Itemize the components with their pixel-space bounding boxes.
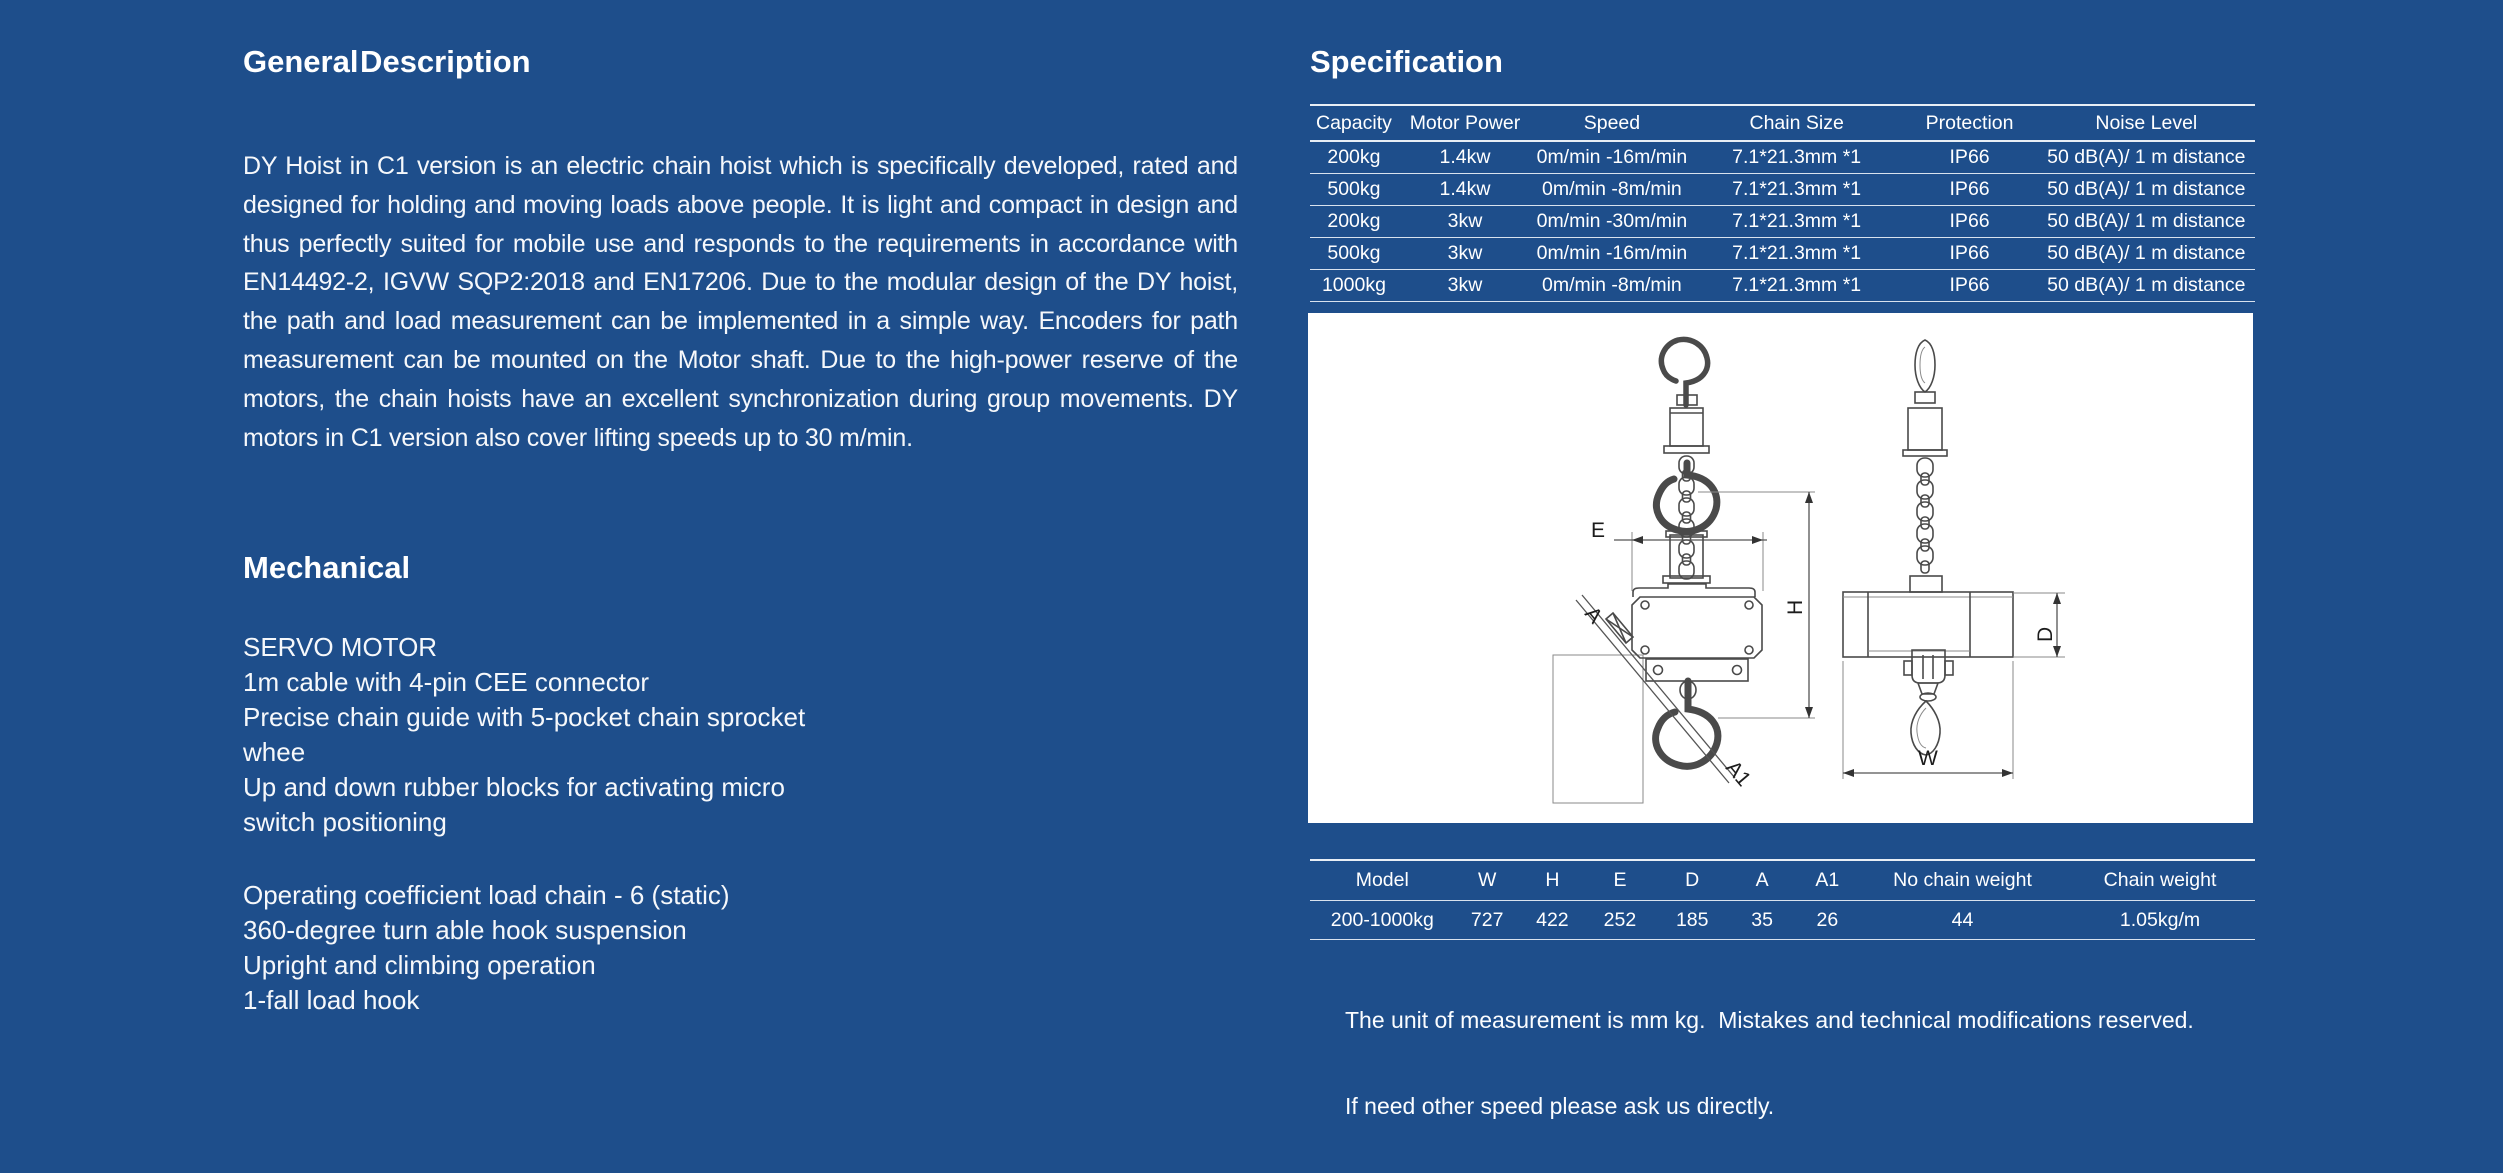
column-header: D <box>1655 860 1730 901</box>
list-item: Operating coefficient load chain - 6 (static) <box>243 880 730 910</box>
general-description-paragraph: DY Hoist in C1 version is an electric chain hoist which is specifically developed, rated and designed for holding and moving loads above people. It is light and compact in design and thus perfectly suited for mobile use and responds to the requirements in accordance with EN14492-2, IGVW SQP2:2018 and EN17206. Due to the modular design of the DY hoist, the path and load measurement can be implemented in a simple way. Encoders for path measurement can be mounted on the Motor shaft. Due to the high-power reserve of the motors, the chain hoists have an excellent synchronization during group movements. DY motors in C1 version also cover lifting speeds up to 30 m/min. <box>243 152 1238 452</box>
column-header: Speed <box>1532 105 1692 141</box>
column-header: Protection <box>1902 105 2038 141</box>
dim-label-d: D <box>2034 626 2057 642</box>
front-view <box>1553 339 1815 803</box>
specification-heading: Specification <box>1310 44 1503 79</box>
drawing-panel <box>1308 313 2253 823</box>
hoist-body <box>1632 597 1762 658</box>
footnote-line: If need other speed please ask us directly. <box>1345 1092 1775 1119</box>
column-header: H <box>1520 860 1585 901</box>
column-header: Noise Level <box>2038 105 2255 141</box>
list-item: Precise chain guide with 5-pocket chain sprocket <box>243 702 806 732</box>
side-view <box>1843 340 2065 779</box>
load-box <box>1553 655 1643 803</box>
general-description-heading: General Description <box>243 44 531 79</box>
footnote-line: The unit of measurement is mm kg. Mistakes and technical modifications reserved. <box>1345 1007 2194 1033</box>
list-item: switch positioning <box>243 807 447 837</box>
table-row: 200kg 1.4kw 0m/min -16m/min 7.1*21.3mm *1 IP66 50 dB(A)/ 1 m distance <box>1310 141 2255 174</box>
column-header: Capacity <box>1310 105 1398 141</box>
top-hook-side <box>1915 340 1935 392</box>
list-item: Upright and climbing operation <box>243 950 596 980</box>
column-header: No chain weight <box>1860 860 2065 901</box>
mechanical-heading: Mechanical <box>243 550 411 585</box>
table-row: 500kg 1.4kw 0m/min -8m/min 7.1*21.3mm *1 IP66 50 dB(A)/ 1 m distance <box>1310 174 2255 206</box>
column-header: E <box>1585 860 1655 901</box>
dim-label-h: H <box>1784 599 1807 615</box>
list-item: 1-fall load hook <box>243 985 420 1015</box>
list-item: Up and down rubber blocks for activating micro <box>243 772 785 802</box>
list-item: 1m cable with 4-pin CEE connector <box>243 667 650 697</box>
table-row: 200-1000kg 727 422 252 185 35 26 44 1.05kg/m <box>1310 901 2255 940</box>
list-item: SERVO MOTOR <box>243 632 438 662</box>
table-row: 200kg 3kw 0m/min -30m/min 7.1*21.3mm *1 IP66 50 dB(A)/ 1 m distance <box>1310 206 2255 238</box>
body-bracket <box>1633 584 1755 597</box>
dimension-h <box>1698 492 1815 718</box>
middle-hook <box>1656 463 1716 531</box>
dimensions-table <box>1310 859 2255 940</box>
table-header-row <box>1310 860 2255 901</box>
column-header: Chain weight <box>2065 860 2255 901</box>
footnotes <box>1345 949 2194 1173</box>
dim-label-w: W <box>1918 747 1938 770</box>
table-row: 500kg 3kw 0m/min -16m/min 7.1*21.3mm *1 IP66 50 dB(A)/ 1 m distance <box>1310 238 2255 270</box>
list-item: 360-degree turn able hook suspension <box>243 915 687 945</box>
column-header: A <box>1730 860 1795 901</box>
load-chain-side <box>1917 458 1933 573</box>
column-header: Model <box>1310 860 1455 901</box>
column-header: A1 <box>1795 860 1860 901</box>
hoist-technical-drawing <box>1308 313 2253 823</box>
dim-label-a1: A1 <box>1721 756 1756 791</box>
dim-label-a: A <box>1580 602 1607 628</box>
mechanical-list-2 <box>243 878 1003 1018</box>
dimension-d <box>2013 593 2065 657</box>
specification-table <box>1310 104 2255 302</box>
column-header: Chain Size <box>1692 105 1902 141</box>
list-item: whee <box>243 737 306 767</box>
column-header: W <box>1455 860 1520 901</box>
dimension-w <box>1843 661 2013 779</box>
table-row: 1000kg 3kw 0m/min -8m/min 7.1*21.3mm *1 IP66 50 dB(A)/ 1 m distance <box>1310 270 2255 302</box>
column-header: Motor Power <box>1398 105 1532 141</box>
mechanical-list-1 <box>243 630 1003 840</box>
dim-label-e: E <box>1591 519 1606 542</box>
table-header-row <box>1310 105 2255 141</box>
clevis <box>1912 650 1945 683</box>
